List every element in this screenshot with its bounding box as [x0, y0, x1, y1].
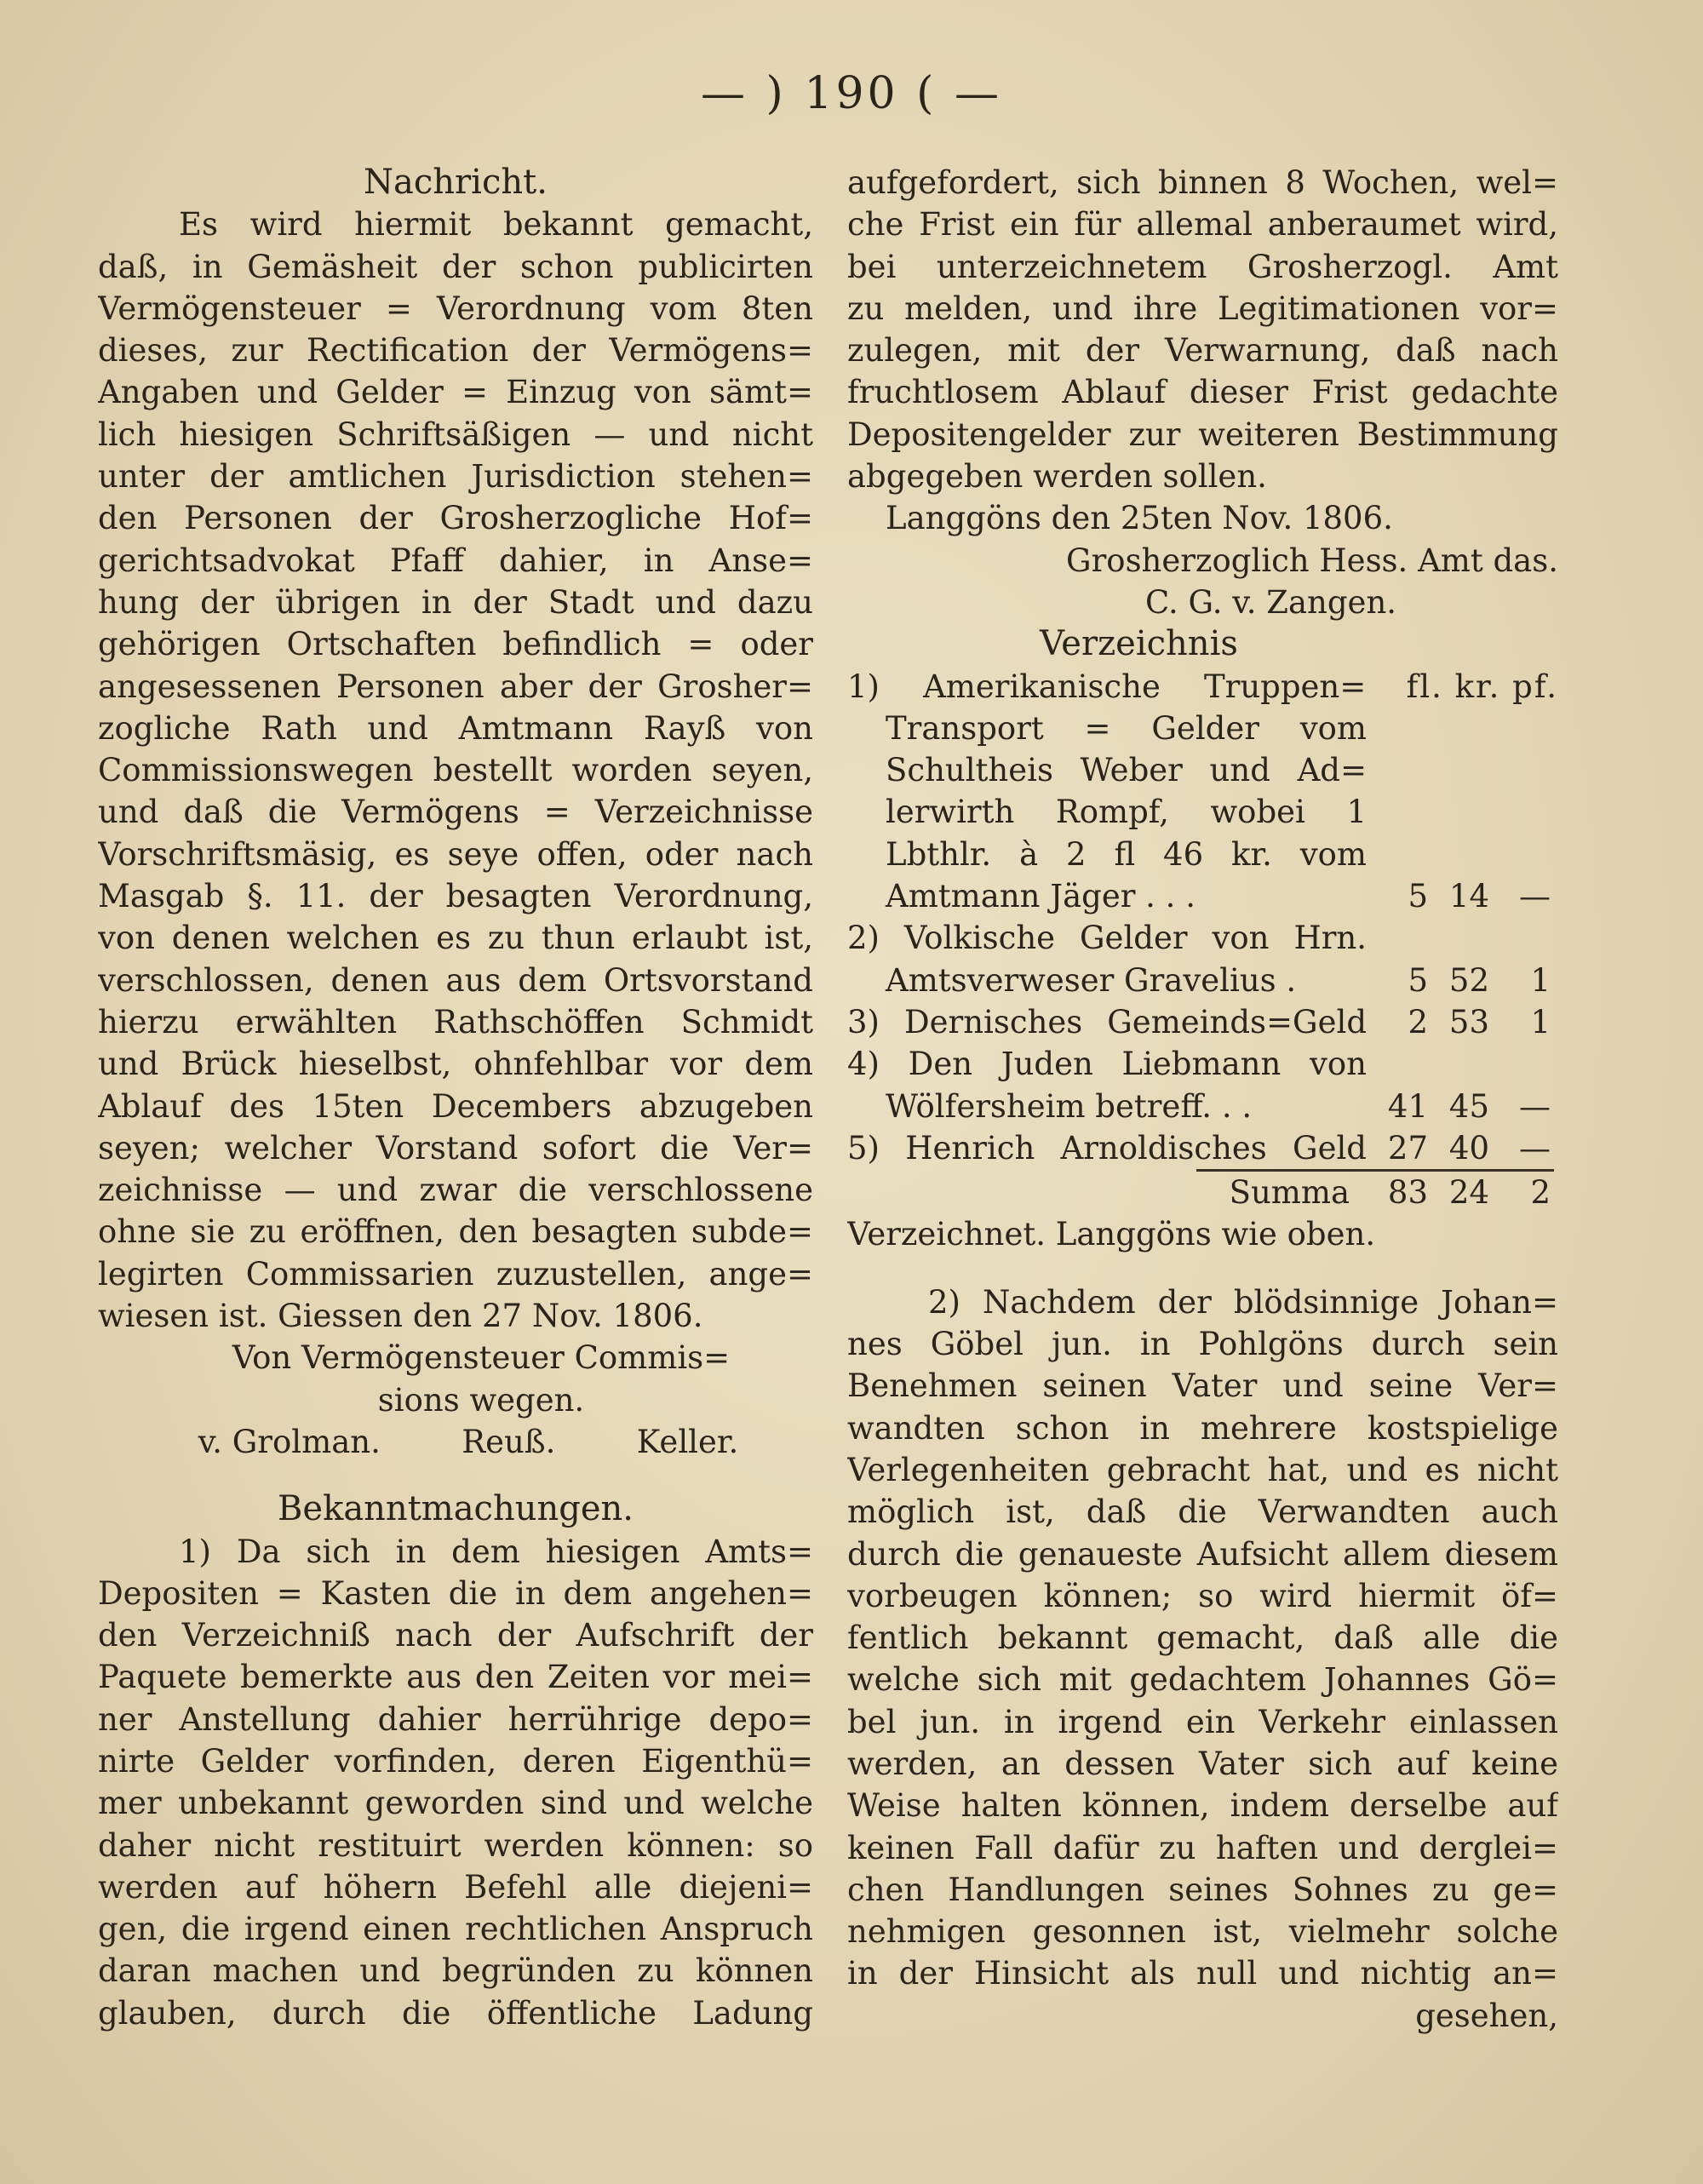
announcement-2-line: bel jun. in irgend ein Verkehr einlassen	[847, 1703, 1558, 1740]
notice-line: Angaben und Gelder = Einzug von sämt=	[98, 374, 813, 411]
inventory-sum-row	[847, 1172, 1558, 1213]
inventory-title: Verzeichnis	[1040, 624, 1238, 664]
announcement-2-line: werden, an dessen Vater sich auf keine	[847, 1745, 1558, 1782]
notice-line: lich hiesigen Schriftsäßigen — und nicht	[98, 416, 813, 453]
announcement-1-line: nirte Gelder vorfinden, deren Eigenthü=	[98, 1742, 813, 1780]
catchword: gesehen,	[1415, 1997, 1558, 2034]
inventory-item-description: Schultheis Weber und Ad=	[886, 752, 1367, 789]
continuation-line: aufgefordert, sich binnen 8 Wochen, wel=	[847, 164, 1558, 201]
left-column	[98, 162, 813, 2034]
notice-line: und Brück hieselbst, ohnfehlbar vor dem	[98, 1046, 813, 1083]
inventory-row	[847, 749, 1558, 791]
amount-fl: 2	[1408, 1003, 1428, 1040]
inventory-item-description: 4) Den Juden Liebmann von	[847, 1046, 1367, 1083]
amount-kr: 52	[1448, 961, 1489, 999]
amount-fl: 5	[1408, 961, 1428, 999]
announcement-1-line: 1) Da sich in dem hiesigen Amts=	[179, 1533, 813, 1570]
amount-pf	[1489, 749, 1551, 791]
right-column	[847, 162, 1558, 2037]
inventory-item-description: 5) Henrich Arnoldisches Geld	[847, 1129, 1367, 1167]
notice-line: gerichtsadvokat Pfaff dahier, in Anse=	[98, 542, 813, 579]
announcement-1-line: daran machen und begründen zu können	[98, 1952, 813, 1990]
inventory-row	[847, 960, 1558, 1001]
inventory-item-description: Lbthlr. à 2 fl 46 kr. vom	[886, 835, 1367, 873]
continuation-line: abgegeben werden sollen.	[847, 458, 1267, 496]
signatory-grolman: v. Grolman.	[198, 1423, 381, 1460]
amount-kr	[1428, 749, 1489, 791]
amount-fl	[1367, 834, 1428, 875]
notice-line: dieses, zur Rectification der Vermögens=	[98, 332, 813, 370]
notice-line: angesessenen Personen aber der Grosher=	[98, 668, 813, 705]
notice-line: Es wird hiermit bekannt gemacht,	[179, 206, 813, 244]
announcement-2-line: chen Handlungen seines Sohnes zu ge=	[847, 1871, 1558, 1908]
amount-fl: 41	[1387, 1087, 1428, 1125]
announcement-2-body	[847, 1281, 1558, 1995]
amount-fl	[1367, 1043, 1428, 1085]
announcement-2-line: in der Hinsicht als null und nichtig an=	[847, 1955, 1558, 1992]
continuation-line: fruchtlosem Ablauf dieser Frist gedachte	[847, 374, 1558, 411]
inventory-table	[847, 623, 1558, 1213]
amount-pf: —	[1519, 878, 1551, 915]
inventory-row	[847, 666, 1558, 708]
place-date: Langgöns den 25ten Nov. 1806.	[886, 500, 1393, 537]
inventory-rows	[847, 666, 1558, 1170]
notice-line: legirten Commissarien zuzustellen, ange=	[98, 1255, 813, 1293]
notice-line: seyen; welcher Vorstand sofort die Ver=	[98, 1129, 813, 1167]
announcement-2-line: vorbeugen können; so wird hiermit öf=	[847, 1577, 1558, 1614]
amount-fl	[1367, 749, 1428, 791]
amount-fl: 5	[1408, 878, 1428, 915]
announcement-1-continuation	[847, 162, 1558, 497]
notice-line: gehörigen Ortschaften befindlich = oder	[98, 626, 813, 663]
announcement-2-line: durch die genaueste Aufsicht allem diesem	[847, 1535, 1558, 1573]
sum-label: Summa	[1229, 1174, 1350, 1212]
inventory-row	[847, 834, 1558, 875]
notice-line: hierzu erwählten Rathschöffen Schmidt	[98, 1003, 813, 1040]
notice-line: den Personen der Grosherzogliche Hof=	[98, 500, 813, 537]
notice-line: Vermögensteuer = Verordnung vom 8ten	[98, 289, 813, 327]
inventory-row	[847, 708, 1558, 749]
amount-pf: 1	[1530, 961, 1551, 999]
office-line-2: C. G. v. Zangen.	[1144, 583, 1397, 621]
verified-line: Verzeichnet. Langgöns wie oben.	[847, 1216, 1376, 1253]
notice-line: daß, in Gemäsheit der schon publicirten	[98, 248, 813, 285]
announcement-2-line: nehmigen gesonnen ist, vielmehr solche	[847, 1913, 1558, 1951]
sum-fl: 83	[1387, 1174, 1428, 1212]
amount-pf	[1489, 708, 1551, 749]
announcement-2-line: Benehmen seinen Vater und seine Ver=	[847, 1367, 1558, 1405]
amount-pf: —	[1519, 1129, 1551, 1167]
sum-pf: 2	[1530, 1174, 1551, 1212]
inventory-row	[847, 791, 1558, 833]
amount-kr	[1428, 1043, 1489, 1085]
announcement-1-line: werden auf höhern Befehl alle diejeni=	[98, 1868, 813, 1906]
announcement-1-line: gen, die irgend einen rechtlichen Anspruch	[98, 1911, 813, 1948]
notice-line: zeichnisse — und zwar die verschlossene	[98, 1172, 813, 1209]
amount-kr	[1428, 834, 1489, 875]
amount-pf: 1	[1530, 1003, 1551, 1040]
announcement-2-line: fentlich bekannt gemacht, daß alle die	[847, 1619, 1558, 1657]
amount-pf	[1489, 1043, 1551, 1085]
notice-line: hung der übrigen in der Stadt und dazu	[98, 583, 813, 621]
inventory-item-description: Amtmann Jäger . . .	[886, 878, 1196, 915]
inventory-row	[847, 1043, 1558, 1085]
announcement-2-line: möglich ist, daß die Verwandten auch	[847, 1493, 1558, 1531]
continuation-line: Depositengelder zur weiteren Bestimmung	[847, 416, 1558, 453]
inventory-item-description: Amtsverweser Gravelius .	[886, 961, 1297, 999]
inventory-row	[847, 1086, 1558, 1127]
signatory-reuss: Reuß.	[462, 1423, 556, 1460]
inventory-item-description: 2) Volkische Gelder von Hrn.	[847, 920, 1367, 957]
amount-fl	[1367, 708, 1428, 749]
amount-pf	[1489, 917, 1551, 959]
amount-kr	[1428, 791, 1489, 833]
announcement-2-line: Verlegenheiten gebracht hat, und es nicht	[847, 1451, 1558, 1488]
inventory-item-description: Wölfersheim betreff. . .	[886, 1087, 1253, 1125]
commission-line-2: sions wegen.	[377, 1381, 585, 1419]
office-line-1: Grosherzoglich Hess. Amt das.	[1066, 542, 1558, 579]
notice-body	[98, 203, 813, 1337]
announcement-2-line: Weise halten können, indem derselbe auf	[847, 1787, 1558, 1825]
inventory-item-description: Transport = Gelder vom	[886, 709, 1367, 747]
currency-header: fl. kr. pf.	[1406, 668, 1558, 705]
notice-title: Nachricht.	[364, 163, 548, 202]
announcement-2-line: 2) Nachdem der blödsinnige Johan=	[928, 1283, 1558, 1321]
announcement-1-line: ner Anstellung dahier herrührige depo=	[98, 1700, 813, 1738]
announcement-2-line: welche sich mit gedachtem Johannes Gö=	[847, 1661, 1558, 1699]
amount-fl	[1367, 917, 1428, 959]
notice-line: zogliche Rath und Amtmann Rayß von	[98, 709, 813, 747]
sum-kr: 24	[1448, 1174, 1489, 1212]
inventory-item-description: lerwirth Rompf, wobei 1	[886, 794, 1367, 831]
inventory-row	[847, 1001, 1558, 1043]
signatory-keller: Keller.	[636, 1423, 739, 1460]
inventory-row	[847, 1127, 1558, 1169]
announcement-1-body	[98, 1531, 813, 2035]
amount-kr	[1428, 708, 1489, 749]
amount-pf	[1489, 791, 1551, 833]
notice-line: ohne sie zu eröffnen, den besagten subde=	[98, 1213, 813, 1251]
announcement-2-line: wandten schon in mehrere kostspielige	[847, 1409, 1558, 1447]
announcement-2-line: nes Göbel jun. in Pohlgöns durch sein	[847, 1326, 1558, 1363]
continuation-line: zulegen, mit der Verwarnung, daß nach	[847, 332, 1558, 370]
announcements-title: Bekanntmachungen.	[278, 1489, 634, 1529]
amount-kr	[1428, 917, 1489, 959]
notice-line: Vorschriftsmäsig, es seye offen, oder nach	[98, 835, 813, 873]
notice-line: unter der amtlichen Jurisdiction stehen=	[98, 458, 813, 496]
amount-fl: 27	[1387, 1129, 1428, 1167]
inventory-item-description: 3) Dernisches Gemeinds=Geld	[847, 1003, 1367, 1040]
notice-line: und daß die Vermögens = Verzeichnisse	[98, 794, 813, 831]
commission-line-1: Von Vermögensteuer Commis=	[232, 1339, 731, 1377]
announcement-1-line: Depositen = Kasten die in dem angehen=	[98, 1574, 813, 1612]
notice-line: von denen welchen es zu thun erlaubt ist,	[98, 920, 813, 957]
continuation-line: bei unterzeichnetem Grosherzogl. Amt	[847, 248, 1558, 285]
announcement-1-line: mer unbekannt geworden sind und welche	[98, 1785, 813, 1822]
notice-line: Masgab §. 11. der besagten Verordnung,	[98, 878, 813, 915]
page-number: — ) 190 ( —	[701, 68, 1002, 119]
inventory-item-description: 1) Amerikanische Truppen=	[847, 668, 1367, 705]
announcement-1-line: daher nicht restituirt werden können: so	[98, 1826, 813, 1864]
notice-line: Ablauf des 15ten Decembers abzugeben	[98, 1087, 813, 1125]
continuation-line: zu melden, und ihre Legitimationen vor=	[847, 289, 1558, 327]
inventory-row	[847, 917, 1558, 959]
amount-pf	[1489, 834, 1551, 875]
amount-kr: 45	[1448, 1087, 1489, 1125]
announcement-1-line: Paquete bemerkte aus den Zeiten vor mei=	[98, 1659, 813, 1696]
announcement-1-line: den Verzeichniß nach der Aufschrift der	[98, 1617, 813, 1654]
notice-line: wiesen ist. Giessen den 27 Nov. 1806.	[98, 1298, 703, 1335]
amount-pf: —	[1519, 1087, 1551, 1125]
notice-line: Commissionswegen bestellt worden seyen,	[98, 752, 813, 789]
announcement-1-line: glauben, durch die öffentliche Ladung	[98, 1994, 813, 2032]
amount-kr: 53	[1448, 1003, 1489, 1040]
signatories	[98, 1421, 813, 1463]
announcement-2-line: keinen Fall dafür zu haften und derglei=	[847, 1829, 1558, 1866]
inventory-row	[847, 875, 1558, 917]
amount-kr: 40	[1448, 1129, 1489, 1167]
amount-fl	[1367, 791, 1428, 833]
notice-line: verschlossen, denen aus dem Ortsvorstand	[98, 961, 813, 999]
continuation-line: che Frist ein für allemal anberaumet wird,	[847, 206, 1558, 244]
amount-kr: 14	[1448, 878, 1489, 915]
